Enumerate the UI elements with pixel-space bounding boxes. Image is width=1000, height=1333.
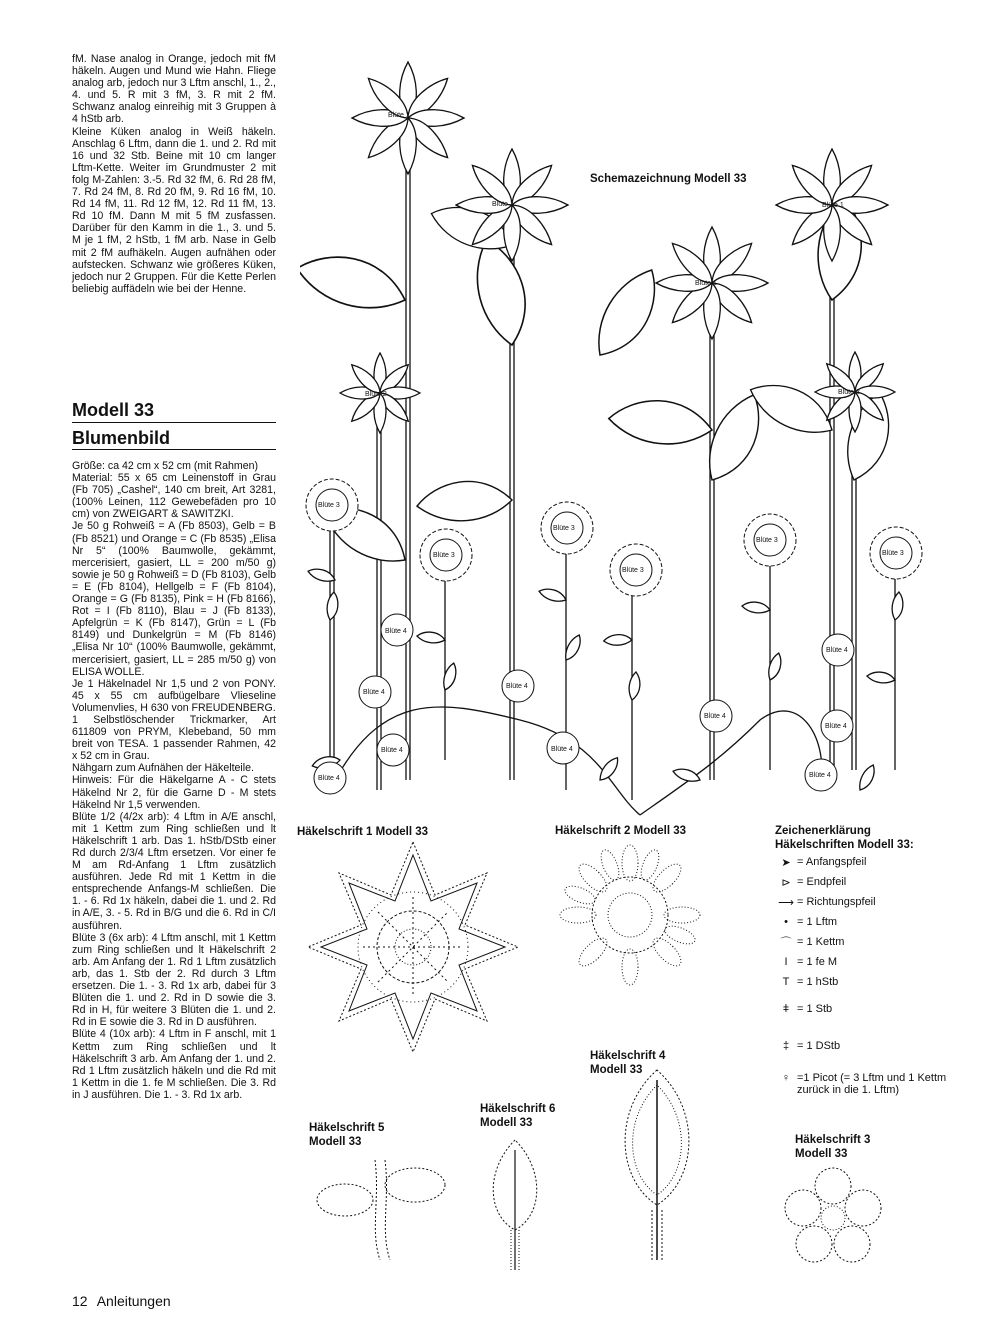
flower-label: Blüte 3 — [433, 552, 455, 559]
treble-crochet-icon: ‡ — [782, 1040, 790, 1052]
chart-label-line: Modell 33 — [590, 1064, 643, 1076]
legend-row — [775, 912, 995, 932]
chart-label-line: Häkelschrift 3 — [795, 1134, 871, 1146]
chart-label-line: Modell 33 — [309, 1136, 362, 1148]
legend-text: =1 Picot (= 3 Lftm und 1 Kettm zurück in die 1. Lftm) — [797, 1072, 947, 1096]
chart-6-drawing — [493, 1140, 537, 1270]
single-crochet-icon: I — [784, 956, 788, 968]
chart-4-drawing — [625, 1070, 689, 1260]
instruction-paragraph: Material: 55 x 65 cm Leinenstoff in Grau (Fb 705) „Cashel“, 140 cm breit, Art 3281, (100% Leinen, 112 Gewebefäden pro 10 cm) von ZWEIGART & SAWITZKI. — [72, 472, 276, 521]
legend-title: Zeichenerklärung — [775, 825, 871, 837]
legend-text: = 1 Lftm — [797, 916, 838, 928]
chain-stitch-icon: • — [784, 916, 788, 928]
flower-label: Blüte 4 — [551, 746, 573, 753]
schema-title: Schemazeichnung Modell 33 — [590, 173, 747, 185]
chart-1-drawing — [308, 842, 518, 1052]
legend-row — [775, 852, 995, 872]
legend-subtitle: Häkelschriften Modell 33: — [775, 839, 914, 851]
legend-text: = Richtungspfeil — [797, 896, 876, 908]
flower-label: Blüte 4 — [363, 689, 385, 696]
legend-text: = 1 Kettm — [797, 936, 845, 948]
chart-label-line: Häkelschrift 5 — [309, 1122, 385, 1134]
instruction-paragraph: Blüte 3 (6x arb): 4 Lftm anschl, mit 1 Kettm zum Ring schließen und lt Häkelschrift 2 arb. Am Anfang der 1. Rd 1 Lftm zusätzlich arb, das 1. Stb der 2. Rd durch 3 Lftm ersetzen. Die 1. - 3. Rd 1x arb, dabei für 3 Blüten die 1. und 2. Rd in D sowie die 3. Rd in H, für weitere 3 Blüten die 1. und 2. Rd in E sowie die 3. Rd in D ausführen. — [72, 931, 276, 1029]
legend-row — [775, 952, 995, 972]
flower-label: Blüte 4 — [825, 723, 847, 730]
flower-label: Blüte 1 — [492, 201, 514, 208]
small-flowers — [314, 614, 854, 794]
chart-3-drawing — [780, 1160, 890, 1280]
half-double-crochet-icon: T — [782, 976, 790, 988]
flower-label: Blüte 1 — [388, 112, 410, 119]
chart-label-line: Modell 33 — [480, 1117, 533, 1129]
chart-label-line: Häkelschrift 4 — [590, 1050, 666, 1062]
chart-label-3 — [795, 1133, 870, 1161]
page-footer — [72, 1293, 171, 1309]
instruction-paragraph: Hinweis: Für die Häkelgarne A - C stets Häkelnd Nr 2, für die Garne D - M stets Häkelnd Nr 1,5 verwenden. — [72, 774, 276, 811]
slip-stitch-icon: ⌒ — [780, 937, 792, 949]
model-heading: Modell 33 — [72, 400, 155, 420]
page-number: 12 — [72, 1293, 88, 1309]
legend-text: = 1 hStb — [797, 976, 839, 988]
symbol-legend — [775, 824, 995, 1096]
large-flowers — [340, 62, 895, 433]
double-crochet-icon: ǂ — [782, 1003, 790, 1015]
flower-label: Blüte 1 — [822, 202, 844, 209]
instruction-paragraph: Je 50 g Rohweiß = A (Fb 8503), Gelb = B (Fb 8521) und Orange = C (Fb 8535) „Elisa Nr 5“ (100% Baumwolle, gekämmt, mercerisiert, gasiert, LL = 200 m/50 g) sowie je 50 g Rohweiß = D (Fb 8103), Gelb = E (Fb 8104), Hellgelb = F (Fb 8104), Orange = G (Fb 8135), Pink = H (Fb 8166), Rot = I (Fb 8110), Blau = J (Fb 8133), Apfelgrün = K (Fb 8147), Grün = L (Fb 8149) und Dunkelgrün = M (Fb 8146) „Elisa Nr 10“ (100% Baumwolle, gekämmt, mercerisiert, gasiert, LL = 285 m/50 g) von ELISA WOLLE. — [72, 520, 276, 678]
direction-arrow-icon: ⟶ — [778, 896, 794, 909]
section-name: Anleitungen — [96, 1293, 171, 1309]
legend-row — [775, 1026, 995, 1066]
instruction-paragraph: Größe: ca 42 cm x 52 cm (mit Rahmen) — [72, 460, 259, 472]
flower-label: Blüte 3 — [622, 567, 644, 574]
chart-label-2: Häkelschrift 2 Modell 33 — [555, 825, 687, 837]
legend-text: = 1 Stb — [797, 1003, 833, 1015]
legend-text: = 1 DStb — [797, 1040, 841, 1052]
legend-row — [775, 872, 995, 892]
flower-label: Blüte 3 — [882, 550, 904, 557]
chart-label-line: Häkelschrift 6 — [480, 1103, 556, 1115]
flower-label: Blüte 4 — [809, 772, 831, 779]
flower-label: Blüte 3 — [756, 537, 778, 544]
chart-label-line: Modell 33 — [795, 1148, 848, 1160]
crochet-charts — [300, 840, 790, 1280]
flower-label: Blüte 3 — [553, 525, 575, 532]
intro-paragraph: fM. Nase analog in Orange, jedoch mit fM häkeln. Augen und Mund wie Hahn. Fliege analog arb, jedoch nur 3 Lftm anschl, 1., 2., 4. und 5. R mit 3 fM, 3. R mit 2 fM. Schwanz analog einreihig mit 3 Gruppen à 4 hStb arb. — [72, 53, 276, 126]
instruction-paragraph: 1 Selbstlöschender Trickmarker, Art 611809 von PRYM, Klebeband, 50 mm breit von TESA. 1 passender Rahmen, 42 x 52 cm in Grau. — [72, 713, 276, 763]
intro-paragraph: Kleine Küken analog in Weiß häkeln. Anschlag 6 Lftm, dann die 1. und 2. Rd mit 16 und 32 Stb. Beine mit 10 cm langer Lftm-Kette. Weiter im Grundmuster 2 mit folg M-Zahlen: 3.-5. Rd 32 fM, 6. Rd 28 fM, 7. Rd 24 fM, 8. Rd 20 fM, 9. Rd 16 fM, 10. Rd 14 fM, 11. Rd 12 fM, 12. Rd 11 fM, 13. Rd 10 fM. Dann M mit 5 fM zusfassen. Darüber für den Kamm in die 1., 3. und 5. M je 1 fM, 2 hStb, 1 fM arb. Nase in Gelb mit 2 fM aufhäkeln. Augen aufnähen oder aufstecken. Schwanz wie größeres Küken, jedoch nur 2 Gruppen. Für die Kette Perlen beliebig auffädeln wie bei der Henne. — [72, 125, 276, 295]
legend-text: = Endpfeil — [797, 876, 847, 888]
picot-icon: ♀ — [781, 1072, 791, 1084]
flower-label: Blüte 4 — [826, 647, 848, 654]
chart-label-1: Häkelschrift 1 Modell 33 — [297, 826, 429, 838]
chart-5-drawing — [317, 1160, 445, 1260]
instruction-paragraph: Je 1 Häkelnadel Nr 1,5 und 2 von PONY. 45 x 55 cm aufbügelbare Vlieseline Volumenvlies, H 630 von FREUDENBERG. — [72, 677, 276, 714]
legend-row — [775, 932, 995, 952]
start-arrow-icon: ➤ — [781, 856, 791, 869]
end-arrow-icon: ⊳ — [781, 876, 791, 889]
flower-label: Blüte 4 — [385, 628, 407, 635]
flower-label: Blüte 3 — [318, 502, 340, 509]
flower-label: Blüte 4 — [381, 747, 403, 754]
instructions-text — [72, 460, 276, 1101]
model-title: Blumenbild — [72, 428, 170, 448]
instruction-paragraph: Nähgarn zum Aufnähen der Häkelteile. — [72, 762, 254, 775]
flower-label: Blüte 2 — [365, 391, 387, 398]
legend-row — [775, 892, 995, 912]
legend-text: = Anfangspfeil — [797, 856, 867, 868]
flower-schematic — [300, 40, 980, 820]
legend-row — [775, 992, 995, 1026]
legend-row — [775, 972, 995, 992]
flower-label: Blüte 4 — [704, 713, 726, 720]
flower-label: Blüte 1 — [695, 280, 717, 287]
heading-rule — [72, 422, 276, 423]
flower-label: Blüte 4 — [318, 775, 340, 782]
flower-label: Blüte 2 — [838, 389, 860, 396]
instruction-paragraph: Blüte 4 (10x arb): 4 Lftm in F anschl, mit 1 Kettm zum Ring schließen und lt Häkelschrift 3 arb. Am Anfang der 1. und 2. Rd 1 Lftm zusätzlich häkeln und die Rd mit 1 Kettm in die 1. fe M schließen. Die 3. Rd in J ausführen. Die 1. - 3. Rd 1x arb. — [72, 1028, 276, 1101]
legend-text: = 1 fe M — [797, 956, 838, 968]
chart-2-drawing — [560, 845, 700, 985]
legend-row — [775, 1072, 995, 1096]
instruction-paragraph: Blüte 1/2 (4/2x arb): 4 Lftm in A/E anschl, mit 1 Kettm zum Ring schließen und lt Häkelschrift 1 arb. Das 1. hStb/DStb einer Rd durch 2/3/4 Lftm ersetzen. Vor einer fe M am Rd-Anfang 1 Lftm zusätzlich ausführen. Jede Rd mit 1 Kettm in die entsprechende Anfangs-M schließen. Die 1. - 6. Rd 1x häkeln, dabei die 1. und 2. Rd in A/E, 3. - 5. Rd in B/G und die 6. Rd in C/I ausführen. — [72, 810, 276, 932]
flower-label: Blüte 4 — [506, 683, 528, 690]
heading-rule — [72, 449, 276, 450]
stems — [330, 150, 895, 815]
intro-text — [72, 53, 276, 295]
